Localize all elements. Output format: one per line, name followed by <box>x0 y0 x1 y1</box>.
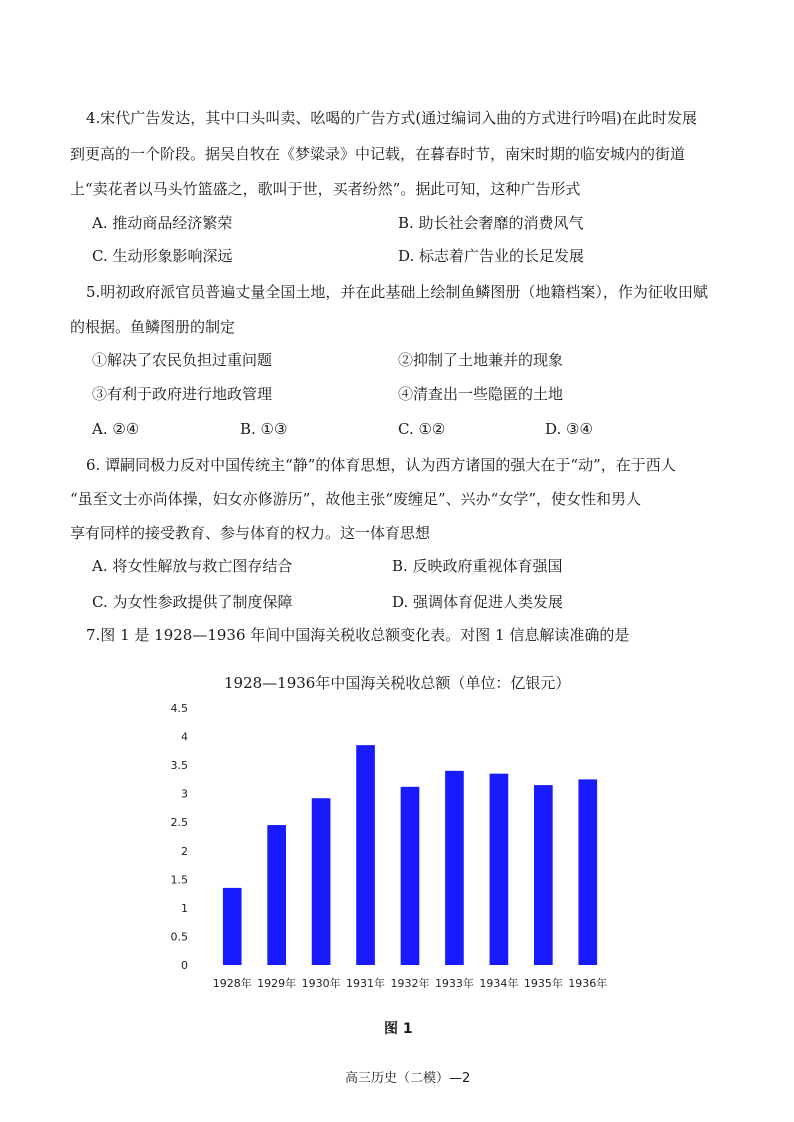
y-tick-label: 2 <box>181 844 188 858</box>
q5-statement-4: ④清查出一些隐匿的土地 <box>398 385 564 403</box>
q6-stem-line1: 6. 谭嗣同极力反对中国传统主“静”的体育思想，认为西方诸国的强大在于“动”，在于西人 <box>86 456 676 474</box>
y-tick-label: 1.5 <box>170 873 188 887</box>
y-tick-label: 1 <box>181 901 188 915</box>
q5-stem-line1: 5.明初政府派官员普遍丈量全国土地，并在此基础上绘制鱼鳞图册（地籍档案），作为征收田赋 <box>86 283 708 301</box>
y-tick-label: 3.5 <box>170 759 188 773</box>
q4-stem-line2: 到更高的一个阶段。据吴自牧在《梦粱录》中记载，在暮春时节，南宋时期的临安城内的街道 <box>70 145 686 163</box>
chart-title: 1928—1936年中国海关税收总额（单位：亿银元） <box>224 674 571 692</box>
q4-stem-line3: 上“卖花者以马头竹篮盛之，歌叫于世，买者纷然”。据此可知，这种广告形式 <box>70 180 581 198</box>
bar-1928年 <box>223 888 242 965</box>
bar-1932年 <box>401 787 420 965</box>
q5-statement-2: ②抑制了土地兼并的现象 <box>398 351 564 369</box>
x-tick-label: 1931年 <box>346 977 386 990</box>
q5-option-c[interactable]: C. ①② <box>398 420 446 438</box>
q5-option-d[interactable]: D. ③④ <box>545 420 593 438</box>
y-tick-label: 4 <box>181 730 188 744</box>
q4-option-c[interactable]: C. 生动形象影响深远 <box>92 247 233 265</box>
bar-1930年 <box>312 798 331 965</box>
q4-option-b[interactable]: B. 助长社会奢靡的消费风气 <box>398 214 584 232</box>
q5-stem-line2: 的根据。鱼鳞图册的制定 <box>70 318 236 336</box>
bar-1933年 <box>445 771 464 965</box>
q4-stem-line1: 4.宋代广告发达，其中口头叫卖、吆喝的广告方式(通过编词入曲的方式进行吟唱)在此时发展 <box>86 109 698 127</box>
q6-stem-line3: 享有同样的接受教育、参与体育的权力。这一体育思想 <box>70 524 431 542</box>
bar-1931年 <box>356 745 375 965</box>
q7-stem-line1: 7.图 1 是 1928—1936 年间中国海关税收总额变化表。对图 1 信息解读准确的是 <box>86 626 630 644</box>
customs-revenue-bar-chart <box>140 662 660 1002</box>
x-tick-label: 1930年 <box>301 977 341 990</box>
q6-option-d[interactable]: D. 强调体育促进人类发展 <box>392 593 564 611</box>
q6-option-b[interactable]: B. 反映政府重视体育强国 <box>392 557 563 575</box>
q6-option-c[interactable]: C. 为女性参政提供了制度保障 <box>92 593 293 611</box>
y-tick-label: 4.5 <box>170 702 188 715</box>
x-tick-label: 1929年 <box>257 977 297 990</box>
q6-option-a[interactable]: A. 将女性解放与救亡图存结合 <box>92 557 293 575</box>
q4-option-d[interactable]: D. 标志着广告业的长足发展 <box>398 247 585 265</box>
bar-1936年 <box>578 779 597 965</box>
y-tick-label: 2.5 <box>170 816 188 830</box>
x-tick-label: 1932年 <box>390 977 430 990</box>
x-tick-label: 1933年 <box>434 977 474 990</box>
q5-statement-3: ③有利于政府进行地政管理 <box>92 385 273 403</box>
page-footer: 高三历史（二模）—2 <box>345 1071 471 1086</box>
figure-caption: 图 1 <box>384 1021 413 1037</box>
bar-1935年 <box>534 785 553 965</box>
q4-option-a[interactable]: A. 推动商品经济繁荣 <box>92 214 233 232</box>
x-tick-label: 1934年 <box>479 977 519 990</box>
y-tick-label: 0.5 <box>170 930 188 944</box>
bar-1929年 <box>267 825 286 965</box>
y-tick-label: 0 <box>181 959 188 972</box>
bar-1934年 <box>490 774 509 965</box>
y-tick-label: 3 <box>181 787 188 801</box>
q6-stem-line2: “虽至文士亦尚体操，妇女亦修游历”，故他主张“废缠足”、兴办“女学”，使女性和男人 <box>70 490 642 508</box>
q5-option-a[interactable]: A. ②④ <box>92 420 140 438</box>
x-tick-label: 1928年 <box>212 977 252 990</box>
q5-option-b[interactable]: B. ①③ <box>240 420 288 438</box>
x-tick-label: 1935年 <box>523 977 563 990</box>
q5-statement-1: ①解决了农民负担过重问题 <box>92 351 273 369</box>
x-tick-label: 1936年 <box>568 977 608 990</box>
